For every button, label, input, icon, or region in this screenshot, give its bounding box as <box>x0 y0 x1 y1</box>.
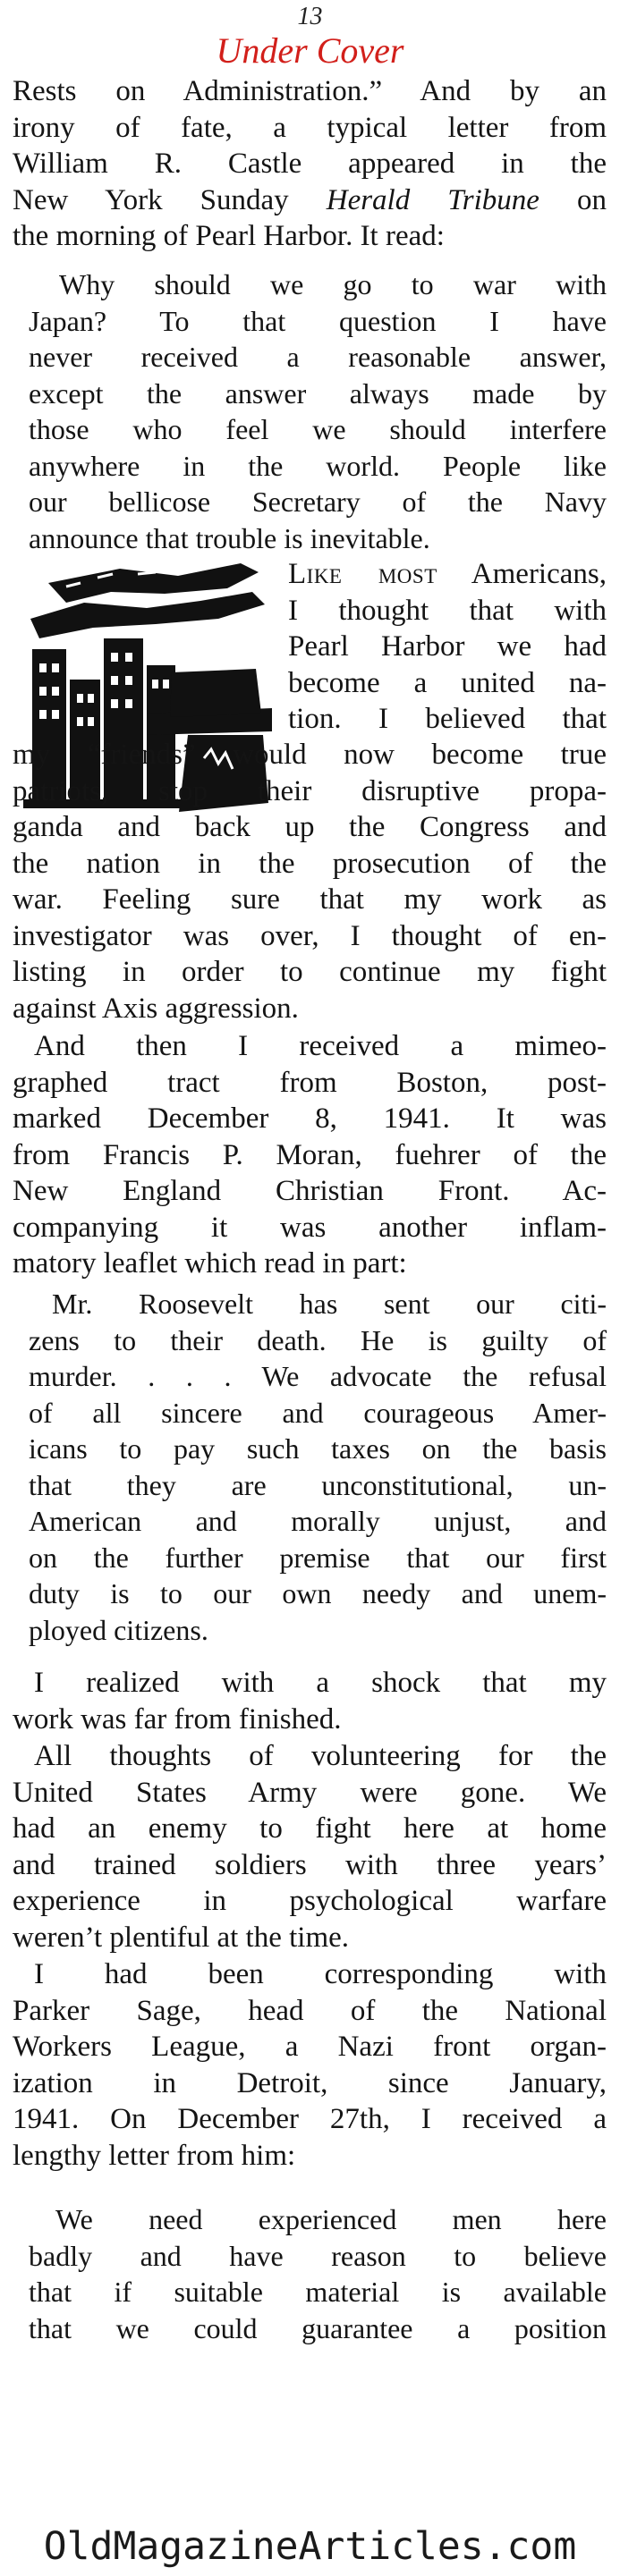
section-opening-beside-image <box>288 556 607 738</box>
quote-line: never received a reasonable answer, <box>29 341 607 373</box>
quote-line: that if suitable material is available <box>29 2276 607 2308</box>
text-line: lengthy letter from him: <box>13 2139 296 2172</box>
text-line: United States Army were gone. We <box>13 1776 607 1809</box>
text-line: ization in Detroit, since January, <box>13 2066 607 2099</box>
text-line: the morning of Pearl Harbor. It read: <box>13 220 445 252</box>
text-line: from Francis P. Moran, fuehrer of the <box>13 1138 607 1171</box>
text-line: listing in order to continue my fight <box>13 956 607 988</box>
text-line: the nation in the prosecution of the <box>13 847 607 880</box>
intro-paragraph <box>13 73 607 255</box>
quote-line: that they are unconstitutional, un- <box>29 1468 607 1501</box>
text-line <box>288 556 607 593</box>
text-line: Parker Sage, head of the National <box>13 1994 607 2027</box>
quote-line: announce that trouble is inevitable. <box>29 521 430 554</box>
text-line: against Axis aggression. <box>13 992 299 1025</box>
quote-line: anywhere in the world. People like <box>29 449 607 482</box>
quote-line: zens to their death. He is guilty of <box>29 1323 607 1356</box>
text-line: tion. I believed that <box>288 703 607 735</box>
quote-line: our bellicose Secretary of the Navy <box>29 486 607 518</box>
quote-line: badly and have reason to believe <box>29 2239 607 2272</box>
quote-line: those who feel we should interfere <box>29 413 607 445</box>
text-line: Pearl Harbor we had <box>288 630 607 663</box>
text-line: and trained soldiers with three years’ <box>13 1848 607 1881</box>
text-line: Workers League, a Nazi front organ- <box>13 2031 607 2063</box>
quote-line: except the answer always made by <box>29 376 607 410</box>
text-line: experience in psychological warfare <box>13 1885 607 1917</box>
text-line: I had been corresponding with <box>34 1958 607 1990</box>
quote-line: that we could guarantee a position <box>29 2311 607 2344</box>
text-span: New York Sunday <box>13 183 327 216</box>
sage-paragraph <box>13 1956 607 2174</box>
text-line: had an enemy to fight here at home <box>13 1812 607 1845</box>
smallcaps-lead: Like most <box>288 558 437 590</box>
site-footer-link[interactable]: OldMagazineArticles.com <box>43 2524 577 2569</box>
text-line: matory leaflet which read in part: <box>13 1247 407 1280</box>
quote-line: We need experienced men here <box>55 2203 607 2235</box>
quote-line: ployed citizens. <box>29 1613 208 1646</box>
text-line: New England Christian Front. Ac- <box>13 1175 607 1207</box>
quote-line: Mr. Roosevelt has sent our citi- <box>52 1288 607 1320</box>
moran-paragraph <box>13 1028 607 1282</box>
sage-letter-quote <box>29 2201 607 2346</box>
text-line: And then I received a mimeo- <box>34 1030 607 1062</box>
quote-line: on the further premise that our first <box>29 1541 607 1574</box>
text-line: my “friends” would now become true <box>13 739 607 771</box>
text-line: war. Feeling sure that my work as <box>13 883 607 916</box>
text-line: irony of fate, a typical letter from <box>13 111 607 144</box>
text-line: work was far from finished. <box>13 1702 342 1736</box>
text-line: become a united na- <box>288 666 607 699</box>
quote-line: of all sincere and courageous Amer- <box>29 1396 607 1429</box>
quote-line: Why should we go to war with <box>59 268 607 300</box>
section-body <box>13 737 607 1026</box>
text-line: William R. Castle appeared in the <box>13 148 607 180</box>
text-line: ganda and back up the Congress and <box>13 811 607 843</box>
text-line <box>13 182 607 219</box>
text-span: Americans, <box>437 558 607 590</box>
text-line: 1941. On December 27th, I received a <box>13 2103 607 2135</box>
text-line: I realized with a shock that my <box>34 1667 607 1699</box>
text-line: marked December 8, 1941. It was <box>13 1102 607 1135</box>
text-line: Rests on Administration.” And by an <box>13 75 607 107</box>
quote-line: Japan? To that question I have <box>29 304 607 337</box>
text-line: All thoughts of volunteering for the <box>34 1740 607 1772</box>
text-span: on <box>539 183 607 216</box>
running-title: Under Cover <box>216 30 404 71</box>
text-line: investigator was over, I thought of en- <box>13 919 607 952</box>
newspaper-title: Herald Tribune <box>326 183 539 216</box>
castle-letter-quote <box>29 266 607 556</box>
text-line: weren’t plentiful at the time. <box>13 1921 350 1954</box>
text-line: graphed tract from Boston, post- <box>13 1066 607 1099</box>
text-line: patriots, stop their disruptive propa- <box>13 774 607 807</box>
quote-line: murder. . . . We advocate the refusal <box>29 1360 607 1392</box>
page-number: 13 <box>297 3 323 30</box>
text-line: I thought that with <box>288 594 607 627</box>
volunteering-paragraph <box>13 1738 607 1955</box>
realization-paragraph <box>13 1665 607 1737</box>
quote-line: icans to pay such taxes on the basis <box>29 1432 607 1465</box>
moran-leaflet-quote <box>29 1286 607 1648</box>
text-line: companying it was another inflam- <box>13 1211 607 1244</box>
quote-line: duty is to our own needy and unem- <box>29 1577 607 1609</box>
quote-line: American and morally unjust, and <box>29 1505 607 1537</box>
